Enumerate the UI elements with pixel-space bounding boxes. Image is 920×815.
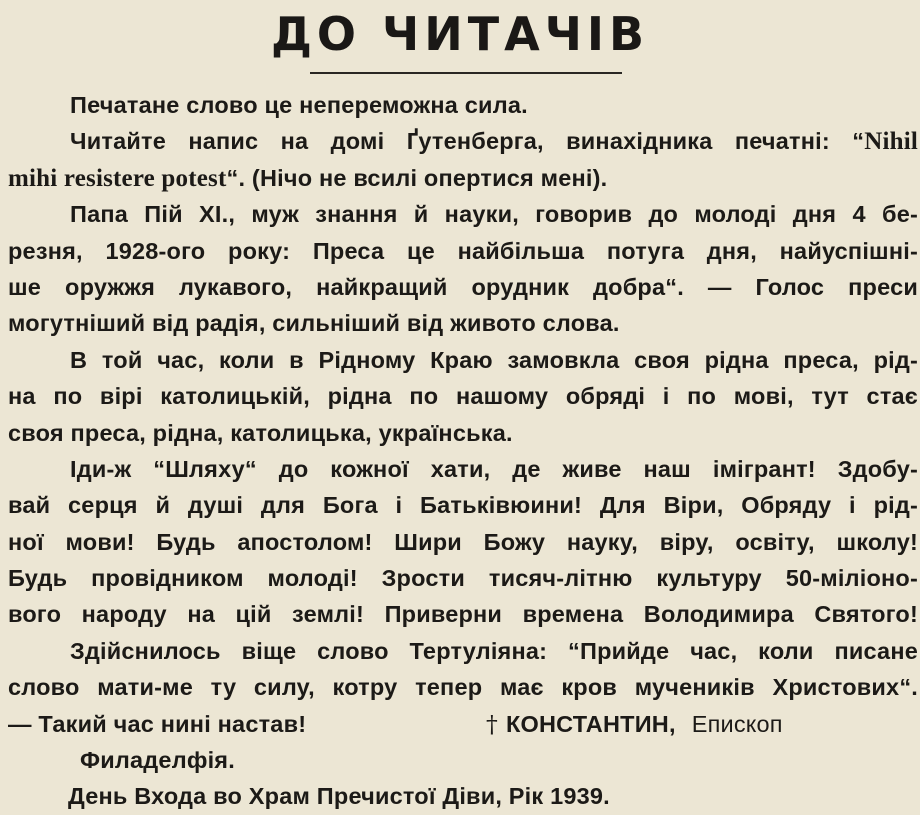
signature-role: Епископ [691,710,783,737]
paragraph-5-line-5: вого народу на цій землі! Приверни времена Володимира Святого! [8,601,918,628]
paragraph-3-line-4: могутніший від радія, сильніший від живото слова. [8,310,620,337]
text-segment: Читайте напис на домі Ґутенберга, винахідника печатні: “ [70,128,865,155]
title-underline [310,72,622,74]
paragraph-5-line-2: вай серця й душі для Бога і Батьківюини! Для Віри, Обряду і рід- [8,492,918,519]
paragraph-5-line-3: ної мови! Будь апостолом! Шири Божу науку, віру, освіту, школу! [8,528,918,555]
paragraph-2-line-1 [8,123,918,159]
paragraph-5-line-1: Іди-ж “Шляху“ до кожної хати, де живе наш імігрант! Здобу- [70,455,918,482]
signature [486,706,783,742]
paragraph-3-line-2: резня, 1928-ого року: Преса це найбільша потуга дня, найуспішні- [8,237,918,264]
paragraph-6-line-2: слово мати-ме ту силу, котру тепер має кров мучеників Христових“. [8,674,918,701]
page-title: ДО ЧИТАЧІВ [270,7,650,61]
signature-city: Филаделфія. [80,747,235,774]
signature-name: КОНСТАНТИН, [505,710,676,737]
paragraph-4-line-3: своя преса, рідна, католицька, українська. [8,419,513,446]
closing-row [8,706,918,742]
paragraph-4-line-2: на по вірі католицькій, рідна по нашому обряді і по мові, тут стає [8,383,918,410]
paragraph-4-line-1: В той час, коли в Рідному Краю замовкла своя рідна преса, рід- [70,346,918,373]
paragraph-3-line-1: Папа Пій XI., муж знання й науки, говорив до молоді дня 4 бе- [70,201,918,228]
closing-statement: — Такий час нині настав! [8,710,307,737]
paragraph-1: Печатане слово це непереможна сила. [70,92,528,118]
paragraph-2-line-2 [8,160,918,196]
latin-quote: Nihil [864,128,918,156]
dagger-icon: † [486,709,498,738]
text-segment: “. (Нічо не всилі опертися мені). [226,164,608,191]
latin-quote: mihi resistere potest [8,164,227,192]
article-body [8,87,918,815]
paragraph-5-line-4: Будь провідником молоді! Зрости тисяч-літню культуру 50-міліоно- [8,565,918,592]
dateline: День Входа во Храм Пречистої Діви, Рік 1939. [68,783,610,810]
paragraph-3-line-3: ше оружжя лукавого, найкращий орудник добра“. — Голос преси [8,273,918,300]
paragraph-6-line-1: Здійснилось віще слово Тертуліяна: “Прийде час, коли писане [70,637,918,664]
